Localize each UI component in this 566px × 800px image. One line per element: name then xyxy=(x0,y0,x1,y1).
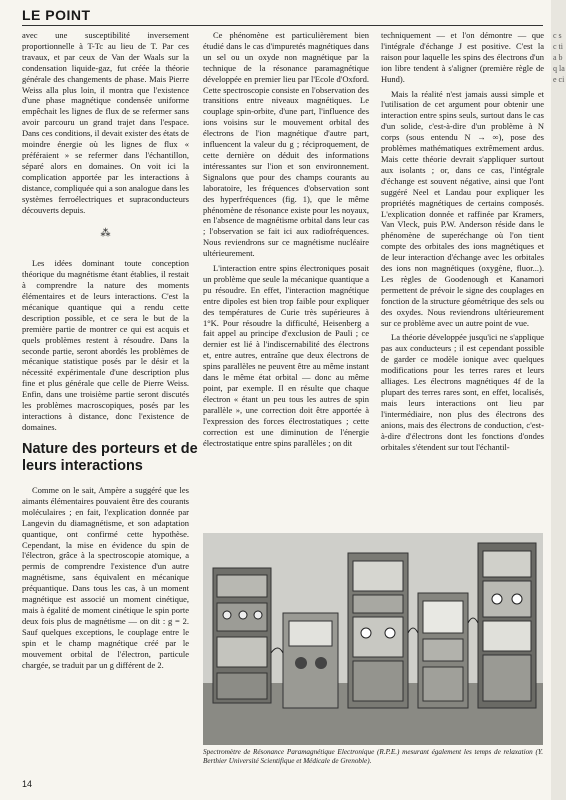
spectrometer-photo xyxy=(203,533,543,745)
paragraph: La théorie développée jusqu'ici ne s'applique pas aux conducteurs ; il est cependant possible de garder ce modèle ionique avec quelques modifications pour les terres rares et leurs alliages. Les électrons magnétiques 4f de la plupart des terres rares sont, en effet, localisés, mais leurs interactions ont lieu par l'intermédiaire, non plus des électrons des anions, mais des électrons de conduction, c'est-à-dire d'électrons dont les fonctions d'ondes orbitales s'étendent sur tout l'échantil- xyxy=(381,332,544,452)
adjacent-page-edge xyxy=(551,0,566,800)
section-header: LE POINT xyxy=(22,7,91,23)
column-1-section xyxy=(22,485,189,670)
paragraph: Mais la réalité n'est jamais aussi simple et l'utilisation de cet argument pour obtenir une interaction entre spins seuls, surtout dans le cas d'un solide, c'est-à-dire d'un problème à N corps (sous entendu N → ∞), pose des problèmes mathématiques extrêmement ardus. Mais cette théorie devrait s'appliquer surtout aux isolants ; or, dans ce cas, l'intégrale d'échange est souvent négative, ainsi que l'ont suggéré Neel et Landau pour expliquer les propriétés magnétiques de certains composés. L'explication donnée et raffinée par Kramers, Van Vleck, puis P.W. Anderson réside dans le phénomène de superéchange où l'on tient compte des orbitales des ions magnétiques et de leur interaction d'échange avec les orbitales des ions non magnétiques (oxygène, fluor...). Les règles de Goodenough et Kanamori permettent de prévoir le signe des couplages en fonction de la structure géométrique des sels ou des oxydes. Nous reviendrons ultérieurement sur ce problème avec un autre point de vue. xyxy=(381,88,544,328)
paragraph: avec une susceptibilité inversement proportionnelle à T-Tc au lieu de T. Par ces travaux, et par ceux de Van der Waals sur la condensation liquide-gaz, fut créée la théorie générale des changements de phase. Mais Pierre Weiss alla plus loin, il montra que l'existence d'une phase magnétique condensée uniforme empêchait les lignes de flux de se refermer sans avoir parcouru un grand trajet dans l'espace. Dans ces conditions, il devait exister des états de moindre énergie où les lignes de flux « préféraient » se refermer dans l'échantillon, séparé alors en domaines. On voit ici la complication apportée par les interactions à distance, compliquée qui a son analogue dans les systèmes ferroélectriques et supraconducteurs découverts depuis. xyxy=(22,30,189,215)
adjacent-page-text: c s c ti a b q la e ci xyxy=(553,31,565,84)
section-title: Nature des porteurs et de leurs interactions xyxy=(22,441,198,474)
paragraph: L'interaction entre spins électroniques posait un problème que seule la mécanique quantique a pu résoudre. En effet, l'interaction magnétique entre dipoles est bien trop faible pour expliquer des températures de Curie très supérieures à 1°K. Pour résoudre la difficulté, Heisenberg a fait appel au principe d'exclusion de Pauli ; ce dernier est lié à l'indiscernabilité des électrons et, entre autres, entraîne que deux électrons de spins parallèles ne peuvent être au même instant dans le même état orbital — donc au même point, par exemple. Il en résulte que chaque électron « étant un peu tous les autres de spin parallèle », une correction doit être apportée à l'expression des forces électrostatiques ; cette correction est une diminution de l'énergie électrostatique entre spins parallèles ; on dit xyxy=(203,263,369,448)
paragraph: Comme on le sait, Ampère a suggéré que les aimants élémentaires pouvaient être des courants moléculaires ; en fait, l'explication donnée par Langevin du diamagnétisme, et son adaptation quantique, ont confirmé cette hypothèse. Cependant, la mise en évidence du spin de l'électron, grâce à la spectroscopie atomique, a permis de comprendre l'existence d'un autre magnétisme, sans équivalent en mécanique préquantique. Dans tous les cas, à un moment magnétique est associé un moment cinétique, mais à égalité de moment cinétique le spin porte deux fois plus de magnétisme — on dit : g = 2. Sauf quelques exceptions, le couplage entre le spin et le champ magnétique créé par le mouvement orbital de l'électron, particule chargée, se traduit par un g différent de 2. xyxy=(22,485,189,670)
column-2 xyxy=(203,30,369,448)
lab-equipment-illustration xyxy=(203,533,543,745)
paragraph: Les idées dominant toute conception théorique du magnétisme étant établies, il restait à comprendre la nature des moments élémentaires et de leurs interactions. C'est la mécanique quantique qui a rendu cette description possible, et ce sera le but de la première partie de montrer ce qui est acquis et quels problèmes restent à résoudre. Dans la seconde partie, seront abordés les problèmes de mécanique statistique posés par le désir et la nécessité expérimentale d'une description plus fine et plus générale que celle de Pierre Weiss. Enfin, dans une troisième partie seront discutés les problèmes macroscopiques, posés par les interactions à distance, donc l'existence de domaines. xyxy=(22,258,189,432)
paragraph: Ce phénomène est particulièrement bien étudié dans le cas d'impuretés magnétiques dans un sel ou un oxyde non magnétique par la technique de la résonance paramagnétique développée en premier lieu par l'Ecole d'Oxford. Cette spectroscopie consiste en l'observation des transitions entre niveaux magnétiques. Le couplage spin-orbite, d'une part, l'influence des ions voisins sur le mouvement orbital des électrons de l'ion magnétique d'autre part, influencent la valeur du g ; réciproquement, de cette dernière on déduit des informations intéressantes sur l'ion et son environnement. Signalons que pour des champs courants au laboratoire, les fréquences d'observation sont des hyperfréquences (fig. 1), que le même phénomène de résonance existe pour les noyaux, en l'absence de magnétisme orbital dans leur cas ; l'observation se fait ici aux radiofréquences. Nous reviendrons sur ce magnétisme nucléaire ultérieurement. xyxy=(203,30,369,259)
asterism-ornament: ⁂ xyxy=(100,228,111,240)
paragraph: techniquement — et l'on démontre — que l'intégrale d'échange J est positive. C'est la raison pour laquelle les spins des électrons d'un ion libre tendent à s'aligner (première règle de Hund). xyxy=(381,30,544,84)
header-rule xyxy=(22,25,543,26)
page-number: 14 xyxy=(22,779,33,789)
column-1 xyxy=(22,30,189,433)
figure-caption: Spectromètre de Résonance Paramagnétique Electronique (R.P.E.) mesurant également les temps de relaxation (Y. Berthier Université Scientifique et Médicale de Grenoble). xyxy=(203,748,543,765)
column-3 xyxy=(381,30,544,452)
